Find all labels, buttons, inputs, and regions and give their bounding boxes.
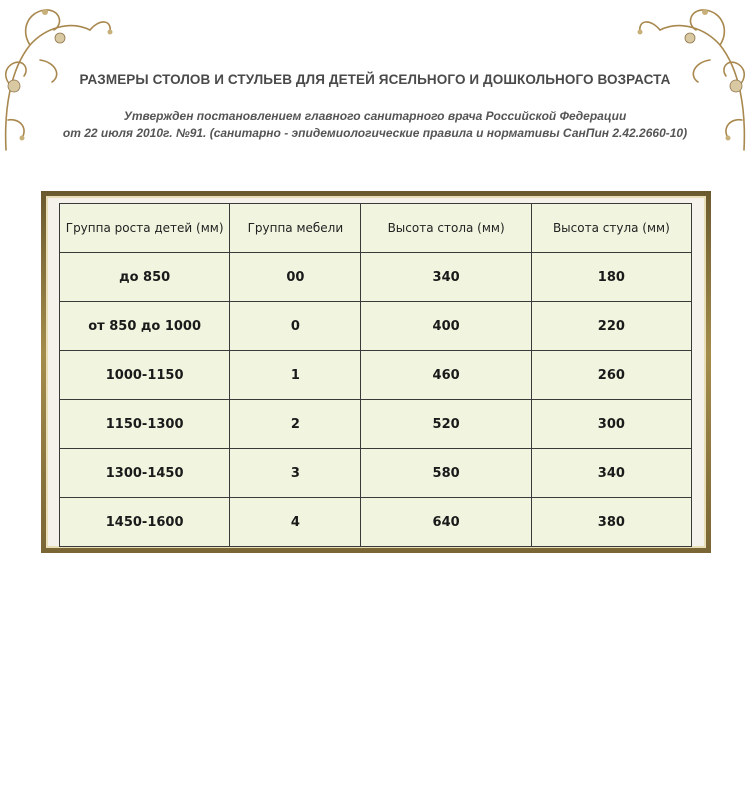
header-furniture-group: Группа мебели [230,204,361,253]
header-height-group: Группа роста детей (мм) [60,204,230,253]
cell-chair-height: 340 [531,449,691,498]
cell-height-group: до 850 [60,253,230,302]
table-row [60,351,692,400]
table-header-row [60,204,692,253]
cell-furniture-group: 0 [230,302,361,351]
subtitle-line-2: от 22 июля 2010г. №91. (санитарно - эпидемиологические правила и нормативы СанПин 2.42.2660-10) [62,126,688,140]
cell-chair-height: 180 [531,253,691,302]
cell-chair-height: 380 [531,498,691,547]
table-frame [41,191,711,553]
furniture-sizes-table [59,203,692,547]
header-table-height: Высота стола (мм) [361,204,531,253]
cell-furniture-group: 3 [230,449,361,498]
table-row [60,498,692,547]
cell-chair-height: 300 [531,400,691,449]
cell-table-height: 580 [361,449,531,498]
cell-height-group: 1150-1300 [60,400,230,449]
page-subtitle [0,108,750,142]
cell-height-group: 1450-1600 [60,498,230,547]
table-row [60,302,692,351]
table-frame-inner [46,196,706,548]
cell-table-height: 400 [361,302,531,351]
cell-table-height: 340 [361,253,531,302]
cell-table-height: 640 [361,498,531,547]
cell-furniture-group: 2 [230,400,361,449]
table-row [60,400,692,449]
page-title: РАЗМЕРЫ СТОЛОВ И СТУЛЬЕВ ДЛЯ ДЕТЕЙ ЯСЕЛЬНОГО И ДОШКОЛЬНОГО ВОЗРАСТА [79,72,671,87]
cell-chair-height: 220 [531,302,691,351]
cell-table-height: 520 [361,400,531,449]
subtitle-line-1: Утвержден постановлением главного санитарного врача Российской Федерации [123,109,627,123]
cell-height-group: от 850 до 1000 [60,302,230,351]
header-chair-height: Высота стула (мм) [531,204,691,253]
cell-furniture-group: 00 [230,253,361,302]
cell-furniture-group: 1 [230,351,361,400]
cell-height-group: 1000-1150 [60,351,230,400]
cell-height-group: 1300-1450 [60,449,230,498]
cell-chair-height: 260 [531,351,691,400]
cell-table-height: 460 [361,351,531,400]
cell-furniture-group: 4 [230,498,361,547]
table-row [60,253,692,302]
table-row [60,449,692,498]
